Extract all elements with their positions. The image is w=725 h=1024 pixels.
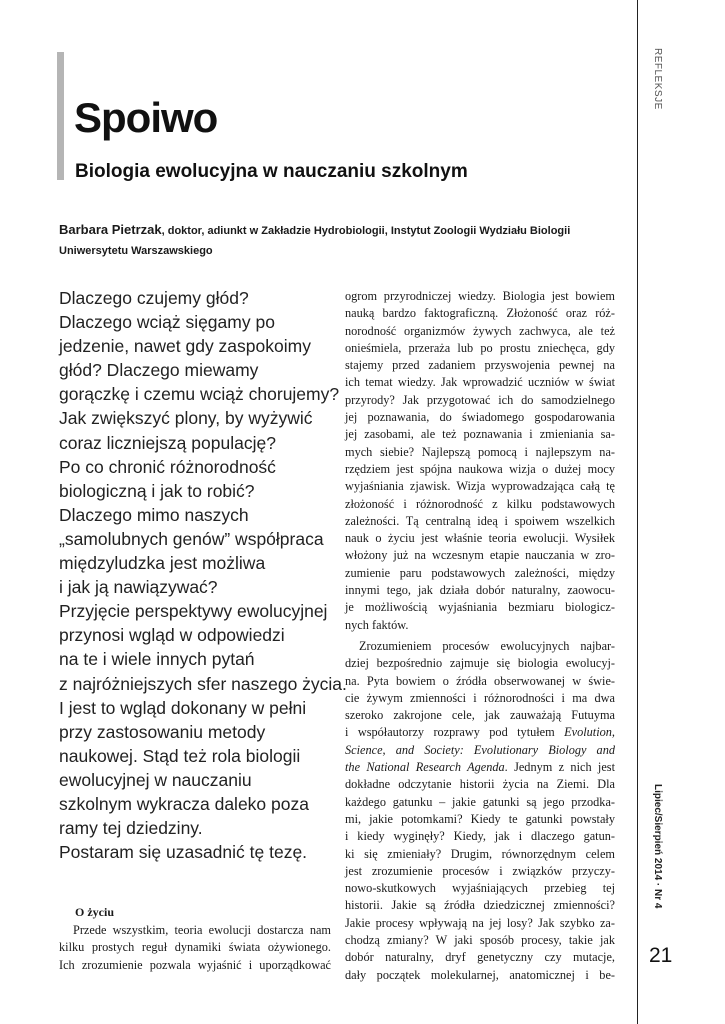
lead-line: jedzenie, nawet gdy zaspokoimy [59,336,311,357]
author-affiliation-cont: Uniwersytetu Warszawskiego [59,245,213,257]
text-line: Zrozumieniem procesów ewolucyjnych najbar- [359,638,615,653]
lead-line: „samolubnych genów” współpraca [59,528,324,549]
lead-paragraph [59,286,347,864]
text-line: historii. Jakie są źródła dziedzicznej zmienności? [345,898,615,913]
lead-line: Dlaczego mimo naszych [59,504,249,525]
text-line: dobór naturalny, dryf genetyczny czy mutacje, [345,950,615,965]
text-line: i kiedy wyginęły? Kiedy, jak i dlaczego gatun- [345,829,615,844]
lead-line: Po co chronić różnorodność [59,456,276,477]
text-line: zależności. Tą centralną ideą i spoiwem wszelkich [345,513,615,528]
text-line: włożony już na wczesnym etapie nauczania w zro- [345,548,615,563]
lead-line: coraz liczniejszą populację? [59,432,276,453]
text-line: ich temat wiedzy. Jak wprowadzić uczniów w świat [345,375,615,390]
paragraph-1 [345,288,615,634]
text-line: onieśmiela, przeraża lub po prostu zniechęca, gdy [345,340,615,355]
text-line: Ich zrozumienie pozwala wyjaśnić i uporządkować [59,957,331,972]
section-label: REFLEKSJE [652,48,663,110]
text-line: cie żywym zmienności i różnorodności i ma dwa [345,690,615,705]
lead-line: Jak zwiększyć plony, by wyżywić [59,408,313,429]
issue-label: Lipiec/Sierpień 2014 · Nr 4 [652,784,663,909]
lead-line: międzyludzka jest możliwa [59,553,266,574]
text-line: stajemy przed zadaniem przyswojenia pewnej na [345,358,615,373]
author-name: Barbara Pietrzak [59,222,162,237]
text-line: nauk o życiu jest właśnie teoria ewolucji. Wysiłek [345,531,615,546]
text-line: przyrody? Jak przygotować ich do samodzielnego [345,392,615,407]
section-heading: O życiu [75,905,114,919]
lead-line: Przyjęcie perspektywy ewolucyjnej [59,601,328,622]
lead-line: przynosi wgląd w odpowiedzi [59,625,285,646]
text-line: mi, jakie potomkami? Kiedy te gatunki powstały [345,811,615,826]
lead-line: I jest to wgląd dokonany w pełni [59,697,307,718]
lead-line: Dlaczego wciąż sięgamy po [59,312,275,333]
lead-line: głód? Dlaczego miewamy [59,360,259,381]
author-affiliation: , doktor, adiunkt w Zakładzie Hydrobiologii, Instytut Zoologii Wydziału Biologii [161,225,571,237]
text-line: Przede wszystkim, teoria ewolucji dostarcza nam [73,923,331,937]
lead-line: przy zastosowaniu metody [59,721,266,742]
text-line: Jakie procesy wpływają na jej losy? Jak szybko za- [345,915,615,930]
author-line [59,220,579,261]
text-line: Science, and Society: Evolutionary Biology and [345,742,615,757]
lead-line: i jak ją nawiązywać? [59,577,218,598]
article-subtitle: Biologia ewolucyjna w nauczaniu szkolnym [75,161,468,182]
text-line: ki się zmieniały? Drugim, równorzędnym celem [345,846,615,861]
text-line: innymi tego, jak działa dobór naturalny, zaowocu- [345,583,615,598]
text-line: dziej bezpośrednio zajmuje się biologia ewolucyj- [345,656,615,671]
text-line: dokładne odczytanie historii życia na Ziemi. Dla [345,777,615,792]
lead-line: biologiczną i jak to robić? [59,480,255,501]
text-line: jej zasobami, ale też poznawania i zmieniania sa- [345,427,615,442]
text-line: nych faktów. [345,617,409,632]
lead-line: ewolucyjnej w nauczaniu [59,769,252,790]
right-column [345,288,615,984]
text-line: szeroko zakrojone cele, jak zauważają Futuyma [345,708,615,723]
text-line: nauką bardzo faktograficzną. Złożoność oraz róż- [345,306,615,321]
text-line: nowo-skutkowych wyjaśniających przebieg tej [345,881,615,896]
margin-rule [637,0,638,1024]
title-accent-bar [57,52,64,180]
lead-line: gorączkę i czemu wciąż chorujemy? [59,384,340,405]
lead-line: ramy tej dziedziny. [59,818,203,839]
text-line: rzędziem jest spójna naukowa wizja o dużej mocy [345,461,615,476]
lead-line: z najróżniejszych sfer naszego życia. [59,673,347,694]
text-line: zumienie paru podstawowych zależności, między [345,565,615,580]
page-number: 21 [649,944,673,967]
lead-line: Dlaczego czujemy głód? [59,288,249,308]
text-line: kilku prostych reguł dynamiki świata ożywionego. [59,940,331,955]
article-title: Spoiwo [74,94,218,141]
paragraph-2 [345,638,615,984]
lead-line: naukowej. Stąd też rola biologii [59,745,301,766]
text-line: wyjaśniania zjawisk. Wizja wyprowadzająca całą tę [345,479,615,494]
lead-line: szkolnym wykracza daleko poza [59,793,309,814]
text-line: mych siebie? Najlepszą pomocą i najlepszym na- [345,444,615,459]
text-line: ogrom przyrodniczej wiedzy. Biologia jest bowiem [345,289,615,303]
text-line: jej poznawania, do świadomego gospodarowania [345,410,615,425]
text-line: dały początek molekularnej, anatomicznej i be- [345,967,615,982]
lead-line: na te i wiele innych pytań [59,649,255,670]
text-line: złożoność i różnorodność z kilku podstawowych [345,496,615,511]
text-line: jest zrozumienie procesów i związków przyczy- [345,863,615,878]
text-line: the National Research Agenda. Jednym z nich jest [345,760,615,775]
text-line: je możliwością wyjaśniania bezmiaru biologicz- [345,600,615,615]
text-line: chodzą zmiany? W jaki sposób procesy, takie jak [345,932,615,947]
text-line: każdego gatunku – jakie gatunki są jego przodka- [345,794,615,809]
left-body-text [59,922,331,974]
text-line: norodność organizmów żywych zachwyca, ale też [345,323,615,338]
text-line: na. Pyta bowiem o źródła obserwowanej w świe- [345,673,615,688]
lead-line: Postaram się uzasadnić tę tezę. [59,842,308,863]
text-line: i współautorzy rozprawy pod tytułem Evolution, [345,725,615,740]
